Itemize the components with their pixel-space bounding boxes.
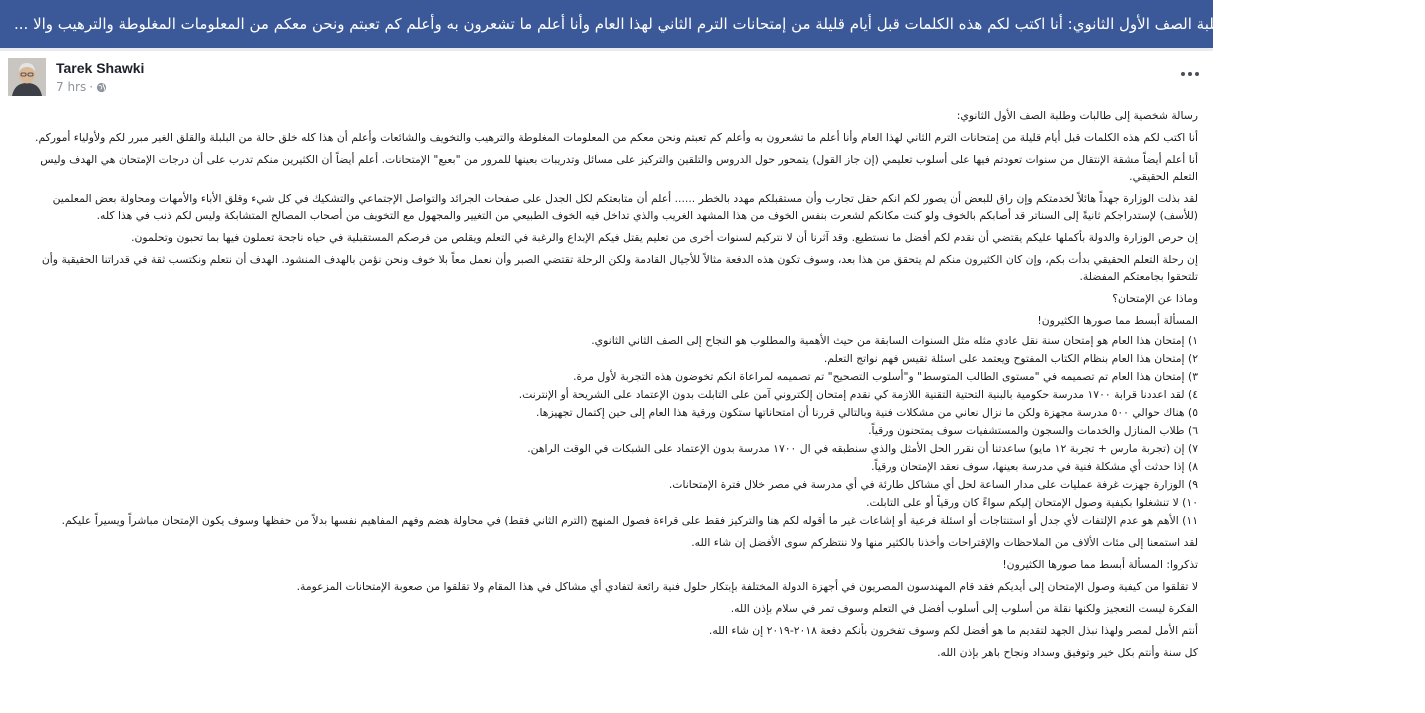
list-number: ١) [1187,334,1198,347]
list-item [14,422,1198,439]
list-number: ٣) [1187,370,1198,383]
list-text: لا تنشغلوا بكيفية وصول الإمتحان إليكم سواءً كان ورقياً أو على التابلت. [866,496,1179,509]
post-meta [56,80,107,94]
list-text: الوزارة جهزت غرفة عمليات على مدار الساعة لحل أي مشاكل طارئة في أي مدرسة في مصر خلال فترة الإمتحانات. [668,478,1185,491]
post-paragraph: إن رحلة التعلم الحقيقي بدأت بكم، وإن كان الكثيرون منكم لم يتحقق من هذا بعد، وسوف تكون هذه الدفعة مثالاً للأجيال القادمة ولكن الرحلة تقتضي الصبر وأن نعمل معاً بلا خوف ونحن نؤمن بالهدف المنشود. الهدف أن نتعلم ونكتسب ثقة في قدراتنا الحقيقية وأن تلتحقوا بجامعتكم المفضلة. [41,253,1198,283]
list-text: هناك حوالي ٥٠٠ مدرسة مجهزة ولكن ما نزال نعاني من مشكلات فنية وبالتالي قررنا أن امتحاناتها ستكون ورقية هذا العام إلى حين إكتمال تجهيزها. [536,406,1185,419]
back-button[interactable] [1403,0,1425,48]
arrow-left-icon [1403,15,1425,33]
list-item [14,368,1198,385]
post-paragraph: أنا اكتب لكم هذه الكلمات قبل أيام قليلة من إمتحانات الترم الثاني لهذا العام وأنا أعلم ما تشعرون به وأعلم كم تعبتم ونحن معكم من المعلومات المغلوطة والترهيب والتخويف والشائعات وأعلم أن هذا كله خلق حالة من البلبلة والقلق الغير مبرر لكم ولأولياء أموركم. [35,131,1198,144]
list-text: إذا حدثت أي مشكلة فنية في مدرسة بعينها، سوف نعقد الإمتحان ورقياً. [871,460,1185,473]
list-item [14,332,1198,349]
post-paragraph: لقد استمعنا إلى مئات الألاف من الملاحظات والإقتراحات وأخذنا بالكثير منها ولا ننتظركم سوى الأفضل إن شاء الله. [691,536,1198,549]
more-dots-icon [1181,72,1185,76]
post-body [14,107,1198,666]
post-time[interactable]: 7 hrs [56,80,87,94]
post-paragraph: تذكروا: المسألة أبسط مما صورها الكثيرون! [1002,558,1198,571]
post-paragraph: لا تقلقوا من كيفية وصول الإمتحان إلى أيديكم فقد قام المهندسون المصريون في أجهزة الدولة المختلفة بإبتكار حلول فنية رائعة لتفادي أي مشاكل في هذا المقام ولا تقلقوا من صعوبة الإمتحانات المزعومة. [296,580,1198,593]
list-item [14,494,1198,511]
list-number: ٢) [1187,352,1198,365]
list-number: ١١) [1182,514,1198,527]
list-text: إن (تجربة مارس + تجربة ١٢ مايو) ساعدتنا أن نقرر الحل الأمثل والذي سنطبقه في ال ١٧٠٠ مدرسة بدون الإعتماد على الشبكات في الوقت الراهن. [527,442,1185,455]
post-paragraph: أنا أعلم أيضاً مشقة الإنتقال من سنوات تعودتم فيها على أسلوب تعليمي (إن جاز القول) يتمحور حول الدروس والتلقين والتركيز على مسائل وتدريبات بعينها للمرور من "بعبع" الإمتحانات. أعلم أيضاً أن الكثيرين منكم تدرب على أن درجات الإمتحان هي الهدف وليس التعلم الحقيقي. [40,153,1198,183]
list-number: ١٠) [1182,496,1198,509]
list-number: ٧) [1187,442,1198,455]
list-item [14,512,1198,529]
post-paragraph: المسألة أبسط مما صورها الكثيرون! [1037,314,1198,327]
list-number: ٨) [1187,460,1198,473]
post-paragraph: رسالة شخصية إلى طالبات وطلبة الصف الأول الثانوي: [956,109,1198,122]
avatar-portrait-icon [8,58,46,96]
list-text: إمتحان هذا العام بنظام الكتاب المفتوح ويعتمد على اسئلة تقيس فهم نواتج التعلم. [823,352,1185,365]
list-text: إمتحان هذا العام تم تصميمه في "مستوى الطالب المتوسط" و"أسلوب التصحيح" تم تصميمه لمراعاة انكم تخوضون هذه التجربة لأول مرة. [573,370,1185,383]
post-paragraph: أنتم الأمل لمصر ولهذا نبذل الجهد لتقديم ما هو أفضل لكم وسوف تفخرون بأنكم دفعة ٢٠١٨-٢٠١٩ إن شاء الله. [708,624,1198,637]
header-separator [0,48,1213,51]
post-paragraph: كل سنة وأنتم بكل خير وتوفيق وسداد ونجاح باهر بإذن الله. [937,646,1198,659]
post-header [8,56,1205,104]
globe-icon [96,82,107,93]
list-item [14,440,1198,457]
more-options-button[interactable] [1177,64,1203,84]
meta-separator: · [89,80,94,94]
page-title: رسالة شخصية إلى طالبات وطلبة الصف الأول الثانوي: أنا اكتب لكم هذه الكلمات قبل أيام قليلة من إمتحانات الترم الثاني لهذا العام وأنا أعلم ما تشعرون به وأعلم كم تعبتم ونحن معكم من المعلومات المغلوطة والترهيب والا ... [14,15,1403,33]
post-paragraph: إن حرص الوزارة والدولة بأكملها عليكم يقتضي أن نقدم لكم أفضل ما نستطيع. وقد آثرنا أن لا نتركيم لسنوات أخرى من تعليم يقتل فيكم الإبداع والرغبة في التعلم ويقلص من فرصكم المستقبلية في حياه ناجحة تعملون فيها بما تحبون وتحلمون. [131,231,1198,244]
list-number: ٦) [1187,424,1198,437]
post-paragraph: وماذا عن الإمتحان؟ [1112,292,1198,305]
author-name[interactable]: Tarek Shawki [56,60,145,76]
list-item [14,476,1198,493]
list-item [14,386,1198,403]
exam-points-list [14,332,1198,529]
list-item [14,404,1198,421]
post-paragraph: الفكرة ليست التعجيز ولكنها نقلة من أسلوب إلى أسلوب أفضل في التعلم وسوف تمر في سلام بإذن الله. [730,602,1198,615]
list-text: لقد اعددنا قرابة ١٧٠٠ مدرسة حكومية بالبنية التحتية التقنية اللازمة كي نقدم إمتحان إلكتروني آمن على التابلت بدون الإعتماد على الشريحة أو الإنترنت. [518,388,1185,401]
list-number: ٥) [1187,406,1198,419]
list-item [14,458,1198,475]
list-text: الأهم هو عدم الإلتفات لأي جدل أو استنتاجات أو اسئلة فرعية أو إشاعات غير ما أقوله لكم هنا والتركيز فقط على قراءة فصول المنهج (الترم الثاني فقط) في محاولة هضم وفهم المفاهيم نفسها بدلاً من حفظها وسوف يكون الإمتحان مباشراً ويسيراً عليكم. [61,514,1179,527]
list-number: ٩) [1187,478,1198,491]
list-text: إمتحان هذا العام هو إمتحان سنة نقل عادي مثله مثل السنوات السابقة من حيث الأهمية والمطلوب هو النجاح إلى الصف الثاني الثانوي. [591,334,1185,347]
list-item [14,350,1198,367]
list-number: ٤) [1187,388,1198,401]
top-bar [0,0,1403,48]
avatar[interactable] [8,58,46,96]
post-paragraph: لقد بذلت الوزارة جهداً هائلاً لخدمتكم وإن راق للبعض أن يصور لكم انكم حقل تجارب وأن مستقبلكم مهدد بالخطر ...... أعلم أن متابعتكم لكل الجدل على صفحات الجرائد والتواصل الإجتماعي والتشكيك في كل شيء وقلق الأباء والأمهات ومحاولة بعض المعلمين (للأسف) لإستدراجكم ثانيةً إلى السناتر قد أصابكم بالخوف ولو كنت مكانكم لشعرت بنفس الخوف من هذا المشهد الغريب والذي تداخل فيه الخوف الطبيعي من التغيير والمجهول مع التخويف من أصحاب المصالح المتشابكة وليس لكم ذنب في هذا كله. [52,192,1198,222]
list-text: طلاب المنازل والخدمات والسجون والمستشفيات سوف يمتحنون ورقياً. [868,424,1185,437]
